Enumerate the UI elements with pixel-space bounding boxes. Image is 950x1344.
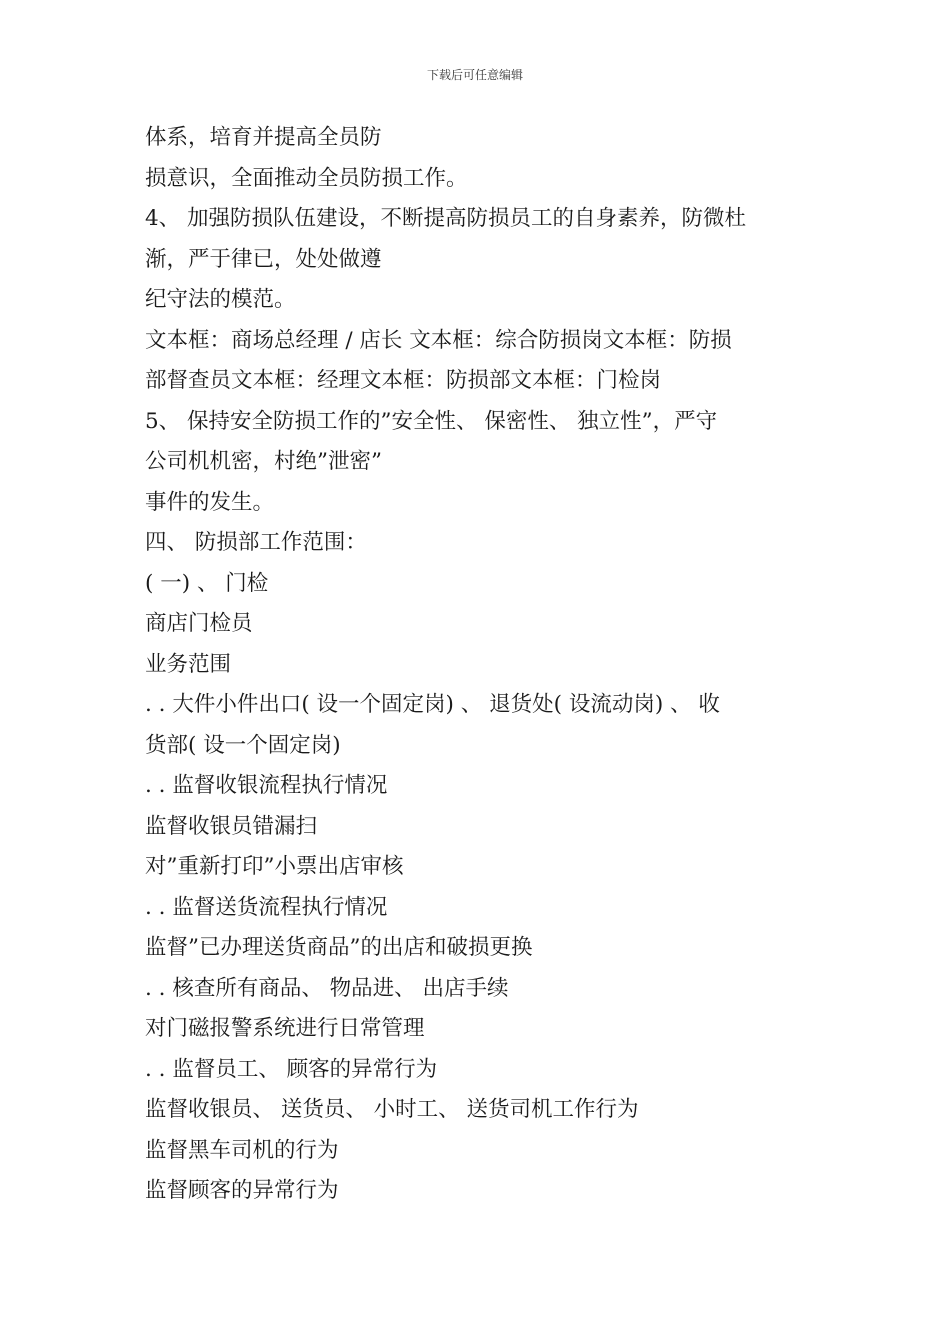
text-line: 监督收银员错漏扫 — [145, 813, 318, 839]
text-line: 商店门检员 — [145, 611, 253, 636]
text-line: 货部( 设一个固定岗) — [145, 732, 341, 758]
text-line: 业务范围 — [145, 651, 232, 677]
text-line: 部督查员文本框：经理文本框：防损部文本框：门检岗 — [145, 368, 662, 393]
text-line: 对门磁报警系统进行日常管理 — [145, 1016, 425, 1041]
text-line: 4、 加强防损队伍建设，不断提高防损员工的自身素养，防微杜 — [145, 206, 747, 231]
subsection-heading: ( 一) 、 门检 — [145, 570, 269, 596]
text-line: 文本框：商场总经理 / 店长 文本框：综合防损岗文本框：防损 — [145, 327, 732, 353]
text-line: 渐，严于律已，处处做遵 — [145, 246, 382, 272]
text-line: 监督”已办理送货商品”的出店和破损更换 — [145, 935, 533, 960]
text-line: 公司机机密，村绝”泄密” — [145, 449, 382, 474]
text-line: 事件的发生。 — [145, 489, 275, 515]
text-line: 纪守法的模范。 — [145, 287, 296, 312]
text-line: . . 核查所有商品、 物品进、 出店手续 — [145, 975, 509, 1001]
text-line: 监督收银员、 送货员、 小时工、 送货司机工作行为 — [145, 1097, 639, 1122]
document-body — [145, 118, 810, 1212]
text-line: 监督黑车司机的行为 — [145, 1137, 339, 1163]
text-line: . . 监督收银流程执行情况 — [145, 773, 388, 798]
text-line: . . 监督员工、 顾客的异常行为 — [145, 1056, 438, 1082]
page-header: 下载后可任意编辑 — [426, 68, 523, 82]
text-line: 5、 保持安全防损工作的”安全性、 保密性、 独立性”，严守 — [145, 408, 718, 434]
text-line: . . 监督送货流程执行情况 — [145, 894, 388, 920]
text-line: 体系，培育并提高全员防 — [145, 125, 382, 150]
text-line: 对”重新打印”小票出店审核 — [145, 854, 404, 879]
text-line: 监督顾客的异常行为 — [145, 1178, 339, 1203]
text-line: . . 大件小件出口( 设一个固定岗) 、 退货处( 设流动岗) 、 收 — [145, 692, 720, 717]
section-heading: 四、 防损部工作范围： — [145, 530, 367, 555]
text-line: 损意识，全面推动全员防损工作。 — [145, 165, 468, 191]
